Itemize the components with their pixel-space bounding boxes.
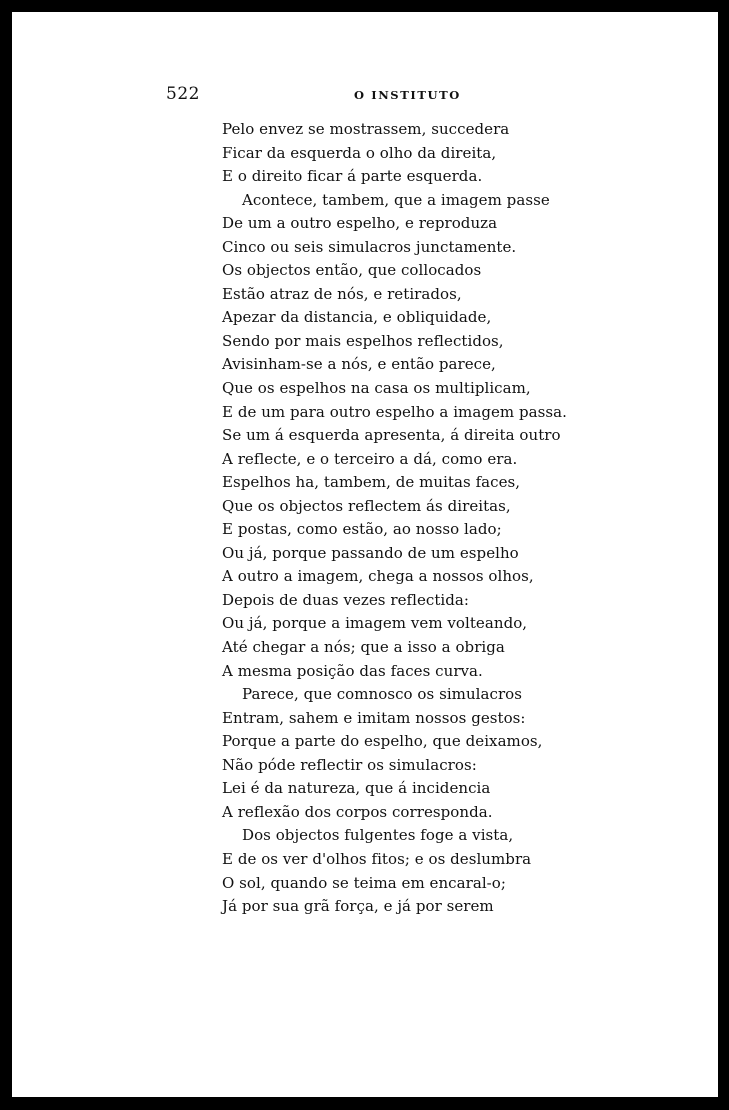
poem-line: Já por sua grã força, e já por serem: [222, 897, 494, 916]
poem-line: Sendo por mais espelhos reflectidos,: [222, 331, 504, 350]
poem-line: Entram, sahem e imitam nossos gestos:: [222, 708, 526, 727]
poem-line: Acontece, tambem, que a imagem passe: [242, 190, 550, 209]
poem-line: E o direito ficar á parte esquerda.: [222, 167, 483, 186]
poem-line: Apezar da distancia, e obliquidade,: [222, 308, 492, 327]
running-head: [166, 84, 526, 108]
poem-line: Ou já, porque a imagem vem volteando,: [222, 614, 528, 633]
poem-line: A reflexão dos corpos corresponda.: [222, 802, 493, 821]
poem-line: Ficar da esquerda o olho da direita,: [222, 143, 497, 162]
poem-line: Espelhos ha, tambem, de muitas faces,: [222, 473, 521, 492]
poem-line: Cinco ou seis simulacros junctamente.: [222, 237, 517, 256]
poem-line: Até chegar a nós; que a isso a obriga: [222, 638, 505, 657]
poem-line: E postas, como estão, ao nosso lado;: [222, 520, 502, 539]
poem-line: Ou já, porque passando de um espelho: [222, 543, 519, 562]
poem-line: A mesma posição das faces curva.: [222, 661, 483, 680]
poem-line: Dos objectos fulgentes foge a vista,: [242, 826, 514, 845]
page-number: 522: [166, 84, 200, 104]
poem-line: Estão atraz de nós, e retirados,: [222, 284, 462, 303]
poem-line: Não póde reflectir os simulacros:: [222, 755, 477, 774]
poem-body: [222, 118, 567, 919]
poem-line: Pelo envez se mostrassem, succedera: [222, 120, 510, 138]
journal-title: O INSTITUTO: [354, 88, 461, 102]
poem-line: Depois de duas vezes reflectida:: [222, 590, 470, 609]
poem-line: Os objectos então, que collocados: [222, 261, 482, 280]
poem-line: Avisinham-se a nós, e então parece,: [222, 355, 496, 374]
poem-line: Porque a parte do espelho, que deixamos,: [222, 732, 543, 751]
poem-line: Que os espelhos na casa os multiplicam,: [222, 379, 531, 398]
poem-line: De um a outro espelho, e reproduza: [222, 214, 498, 233]
poem-line: Parece, que comnosco os simulacros: [242, 685, 522, 704]
poem-line: A reflecte, e o terceiro a dá, como era.: [222, 449, 518, 468]
poem-line: A outro a imagem, chega a nossos olhos,: [222, 567, 534, 586]
poem-line: Se um á esquerda apresenta, á direita outro: [222, 426, 561, 445]
poem-line: Lei é da natureza, que á incidencia: [222, 779, 491, 798]
poem-line: Que os objectos reflectem ás direitas,: [222, 496, 511, 515]
poem-line: E de os ver d'olhos fitos; e os deslumbra: [222, 849, 532, 868]
poem-line: O sol, quando se teima em encaral-o;: [222, 873, 506, 892]
poem-line: E de um para outro espelho a imagem passa.: [222, 402, 567, 421]
